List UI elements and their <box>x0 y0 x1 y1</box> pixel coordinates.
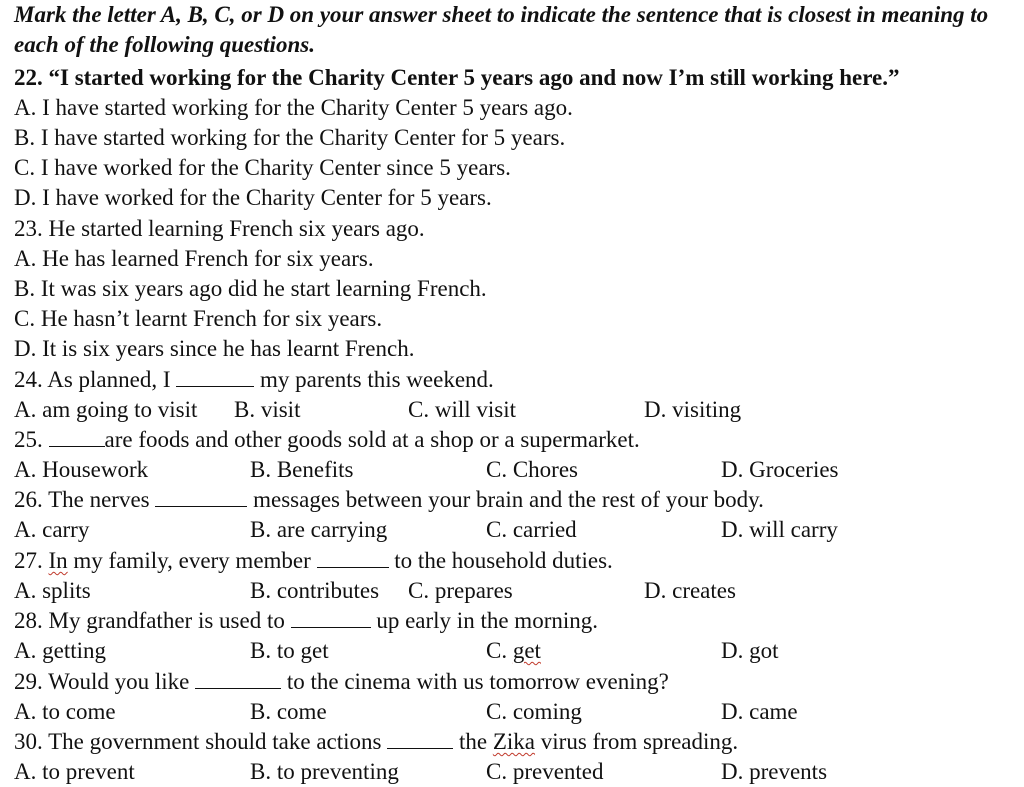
q30-stem-zika: Zika <box>492 729 536 754</box>
q30-stem-after-pre: the <box>459 729 488 754</box>
q24-option-b: B. visit <box>234 397 301 422</box>
q24-stem-after: my parents this weekend. <box>260 367 494 392</box>
q23-stem: 23. He started learning French six years ago. <box>14 216 425 241</box>
q30-option-b: B. to preventing <box>250 759 399 784</box>
q26-option-a: A. carry <box>14 517 90 542</box>
q25-options <box>14 455 1014 485</box>
q28-stem <box>14 606 598 636</box>
q25-option-d: D. Groceries <box>721 457 839 482</box>
q25-stem-after: are foods and other goods sold at a shop or a supermarket. <box>104 427 640 452</box>
q26-option-c: C. carried <box>486 517 577 542</box>
q28-option-c <box>486 636 541 666</box>
q23-option-c: C. He hasn’t learnt French for six years. <box>14 306 383 331</box>
q30-options <box>14 757 1014 787</box>
q28-option-c-letter: C. <box>486 638 508 663</box>
q24-option-a: A. am going to visit <box>14 397 198 422</box>
q24-option-c: C. will visit <box>408 397 516 422</box>
q22-stem: 22. “I started working for the Charity Center 5 years ago and now I’m still working here.” <box>14 65 900 90</box>
q26-stem-before: 26. The nerves <box>14 487 150 512</box>
q28-blank <box>291 609 371 628</box>
q29-stem-before: 29. Would you like <box>14 669 190 694</box>
q27-option-b: B. contributes <box>250 578 380 603</box>
q26-blank <box>155 488 247 507</box>
q29-option-b: B. come <box>250 699 327 724</box>
q22-option-c: C. I have worked for the Charity Center since 5 years. <box>14 155 511 180</box>
q27-stem-after: to the household duties. <box>394 548 613 573</box>
q25-stem <box>14 425 640 455</box>
q23-option-a: A. He has learned French for six years. <box>14 246 374 271</box>
q30-stem-before: 30. The government should take actions <box>14 729 382 754</box>
q28-options <box>14 636 1014 666</box>
q26-stem-after: messages between your brain and the rest of your body. <box>253 487 764 512</box>
q29-option-c: C. coming <box>486 699 582 724</box>
q26-option-b: B. are carrying <box>250 517 388 542</box>
q22-option-b: B. I have started working for the Charity Center for 5 years. <box>14 125 566 150</box>
q27-stem-number: 27. <box>14 548 43 573</box>
q26-stem <box>14 485 764 515</box>
q28-option-a: A. getting <box>14 638 106 663</box>
q27-stem-middle: my family, every member <box>73 548 311 573</box>
q26-option-d: D. will carry <box>721 517 838 542</box>
q28-option-d: D. got <box>721 638 779 663</box>
q29-stem-after: to the cinema with us tomorrow evening? <box>286 669 669 694</box>
q25-option-b: B. Benefits <box>250 457 354 482</box>
q27-option-d: D. creates <box>644 578 736 603</box>
q30-option-a: A. to prevent <box>14 759 135 784</box>
q29-blank <box>195 670 281 689</box>
q23-option-b: B. It was six years ago did he start learning French. <box>14 276 487 301</box>
q24-options <box>14 395 1014 425</box>
q24-stem-before: 24. As planned, I <box>14 367 171 392</box>
q29-stem <box>14 667 669 697</box>
q24-option-d: D. visiting <box>644 397 742 422</box>
q30-stem <box>14 727 738 757</box>
q25-stem-before: 25. <box>14 427 43 452</box>
q29-options <box>14 697 1014 727</box>
q27-stem-in: In <box>48 548 68 573</box>
q22-option-d: D. I have worked for the Charity Center for 5 years. <box>14 185 492 210</box>
q29-option-d: D. came <box>721 699 798 724</box>
q30-option-c: C. prevented <box>486 759 604 784</box>
q30-stem-after-post: virus from spreading. <box>540 729 739 754</box>
q27-blank <box>317 549 389 568</box>
q28-option-b: B. to get <box>250 638 329 663</box>
q30-option-d: D. prevents <box>721 759 828 784</box>
q27-option-a: A. splits <box>14 578 91 603</box>
q28-option-c-word: get <box>512 638 541 663</box>
instructions: Mark the letter A, B, C, or D on your answer sheet to indicate the sentence that is closest in meaning to each of the following questions. <box>14 2 989 57</box>
q26-options <box>14 515 1014 545</box>
q25-option-a: A. Housework <box>14 457 149 482</box>
q27-stem <box>14 546 613 576</box>
q27-option-c: C. prepares <box>408 578 513 603</box>
q24-stem <box>14 365 494 395</box>
q24-blank <box>176 368 254 387</box>
q29-option-a: A. to come <box>14 699 116 724</box>
q28-stem-after: up early in the morning. <box>376 608 598 633</box>
q30-blank <box>387 730 453 749</box>
q22-option-a: A. I have started working for the Charity Center 5 years ago. <box>14 95 573 120</box>
q28-stem-before: 28. My grandfather is used to <box>14 608 285 633</box>
q23-option-d: D. It is six years since he has learnt French. <box>14 336 415 361</box>
q25-option-c: C. Chores <box>486 457 578 482</box>
q27-options <box>14 576 1014 606</box>
q25-blank <box>49 428 105 447</box>
